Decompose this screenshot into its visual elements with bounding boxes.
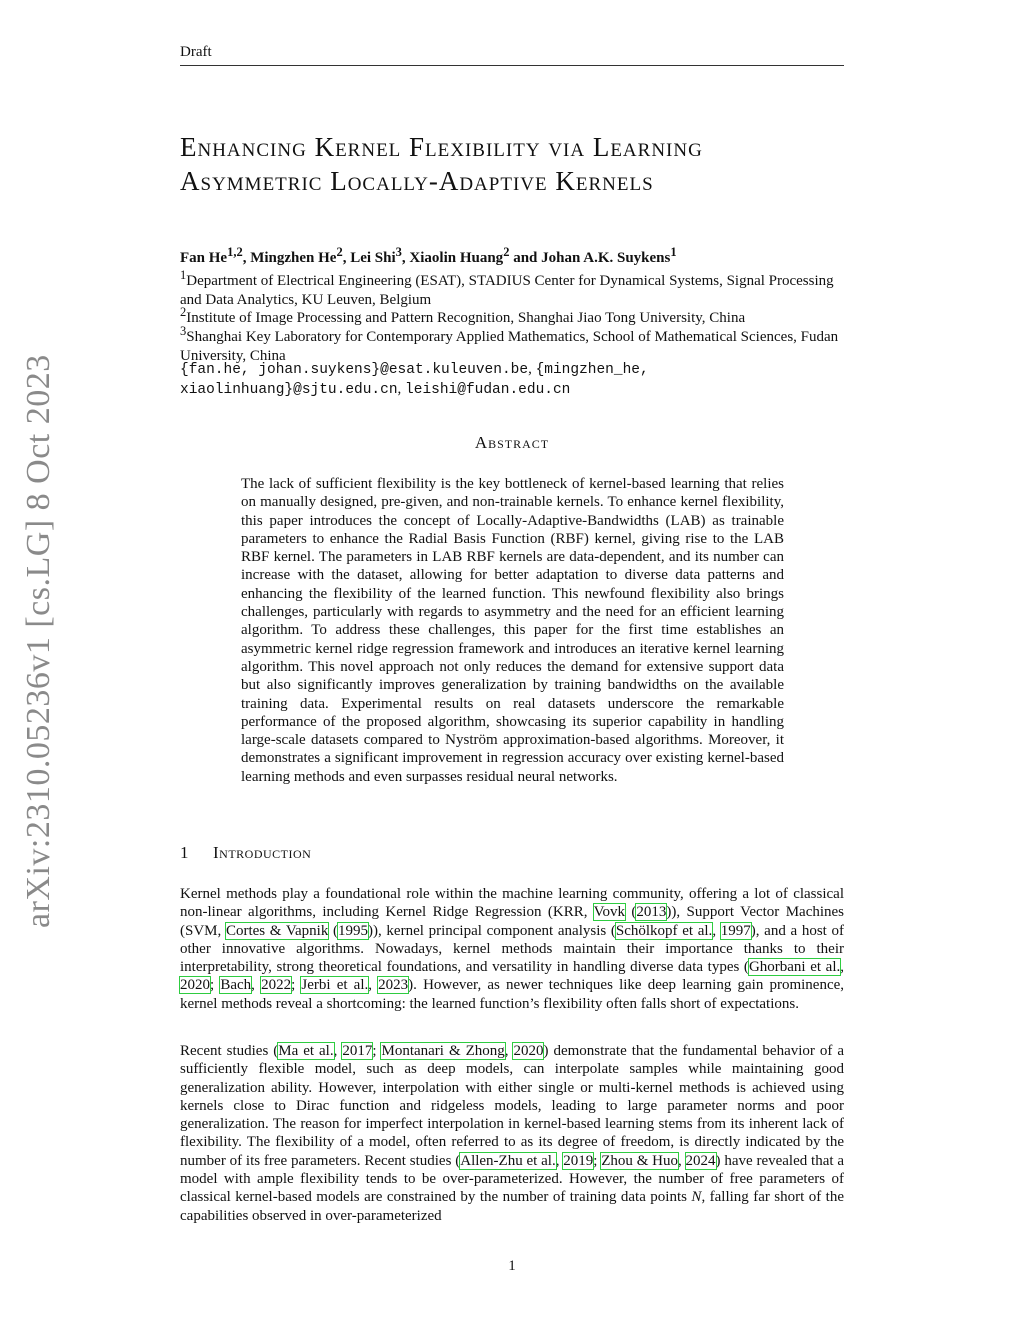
title-line-1: Enhancing Kernel Flexibility via Learning — [180, 132, 703, 162]
section-title: Introduction — [213, 843, 312, 862]
citation-link[interactable]: Cortes & Vapnik — [225, 922, 329, 939]
citation-link[interactable]: Ghorbani et al. — [748, 959, 841, 976]
citation-link[interactable]: 2013 — [636, 904, 667, 921]
author-name: Lei Shi — [350, 250, 396, 266]
author-affil-mark: 2 — [336, 245, 343, 259]
citation-link[interactable]: Schölkopf et al. — [615, 922, 713, 939]
email-group-1[interactable]: {fan.he, johan.suykens}@esat.kuleuven.be — [180, 362, 529, 378]
author-name: Fan He — [180, 250, 228, 266]
arxiv-identifier[interactable]: arXiv:2310.05236v1 [cs.LG] 8 Oct 2023 — [20, 354, 57, 928]
citation-link[interactable]: Bach — [220, 977, 252, 994]
author-list: Fan He$^{1,2}$, Mingzhen He$^2$, Lei Shi$^3$, Xiaolin Huang$^2$ and Johan A.K. Suykens$^1$ — [180, 245, 677, 266]
author-name: Johan A.K. Suykens — [541, 250, 671, 266]
author-affil-mark: 2 — [503, 245, 510, 259]
abstract-text: The lack of sufficient flexibility is the key bottleneck of kernel-based learning that relies on manually designed, pre-given, and non-trainable kernels. To enhance kernel flexibility, this paper introduces the concept of Locally-Adaptive-Bandwidths (LAB) as trainable parameters to enhance the Radial Basis Function (RBF) kernel, giving rise to the LAB RBF kernel. The parameters in LAB RBF kernels are data-dependent, and its number can increase with the dataset, allowing for better adaptation to diverse data patterns and enhancing the flexibility of the learned function. This newfound flexibility also brings challenges, particularly with regards to asymmetry and the need for an efficient learning algorithm. To address these challenges, this paper for the first time establishes an asymmetric kernel ridge regression framework and introduces an iterative kernel learning algorithm. This novel approach not only reduces the demand for extensive support data but also significantly improves generalization by training bandwidths on the available training data. Experimental results on real datasets underscore the remarkable performance of the proposed algorithm, showcasing its superior capability in handling large-scale datasets compared to Nyström approximation-based algorithms. Moreover, it demonstrates a significant improvement in regression accuracy over existing kernel-based learning methods and even surpasses residual neural networks. — [241, 476, 784, 785]
citation-link[interactable]: 1997 — [720, 922, 751, 939]
author-affil-mark: 1 — [670, 245, 677, 259]
affiliation-3: $^3$Shanghai Key Laboratory for Contemporary Applied Mathematics, School of Mathematical Sciences, Fudan University, China — [180, 324, 839, 364]
page-number: 1 — [508, 1258, 516, 1274]
affiliation-1: $^1$Department of Electrical Engineering (ESAT), STADIUS Center for Dynamical Systems, Signal Processing and Data Analytics, KU Leuven, Belgium — [180, 268, 834, 308]
citation-link[interactable]: 2020 — [180, 977, 210, 994]
citation-link[interactable]: 2020 — [513, 1043, 544, 1059]
citation-link[interactable]: 2022 — [261, 977, 292, 994]
citation-link[interactable]: 2023 — [378, 977, 409, 994]
citation-link[interactable]: 1995 — [338, 922, 369, 939]
author-name: Xiaolin Huang — [409, 250, 504, 266]
running-header: Draft — [180, 44, 212, 60]
citation-link[interactable]: 2017 — [342, 1043, 373, 1059]
title-line-2: Asymmetric Locally-Adaptive Kernels — [180, 166, 654, 196]
email-leishi[interactable]: leishi@fudan.edu.cn — [405, 382, 571, 398]
abstract-heading: Abstract — [474, 433, 550, 452]
citation-link[interactable]: Zhou & Huo — [601, 1152, 678, 1169]
citation-link[interactable]: 2019 — [563, 1152, 594, 1169]
author-emails: {fan.he, johan.suykens}@esat.kuleuven.be, {mingzhen_he, xiaolinhuang}@sjtu.edu.cn, leishi@fudan.edu.cn — [180, 361, 649, 398]
citation-link[interactable]: Montanari & Zhong — [381, 1043, 505, 1059]
email-group-2-cont[interactable]: xiaolinhuang}@sjtu.edu.cn — [180, 382, 398, 398]
author-affil-mark: 1,2 — [227, 245, 243, 259]
header-rule — [180, 65, 844, 66]
email-group-2[interactable]: {mingzhen_he, — [535, 362, 649, 378]
citation-link[interactable]: Allen-Zhu et al. — [460, 1152, 556, 1169]
author-name: Mingzhen He — [250, 250, 337, 266]
math-variable-n: N — [691, 1189, 702, 1206]
citation-link[interactable]: Jerbi et al. — [301, 977, 369, 994]
affiliation-2: $^2$Institute of Image Processing and Pattern Recognition, Shanghai Jiao Tong University, China — [180, 305, 746, 326]
citation-link[interactable]: Vovk — [593, 904, 625, 921]
section-number: 1 — [180, 843, 189, 862]
intro-paragraph-1: Kernel methods play a foundational role within the machine learning community, offering a lot of classical non-linear algorithms, including Kernel Ridge Regression (KRR, Vovk (2013)), Support Vector Machines (SVM, Cortes & Vapnik (1995)), kernel principal component analysis (Schölkopf et al., 1997), and a host of other innovative algorithms. Nowadays, kernel methods maintain their importance thanks to their interpretability, strong theoretical foundations, and versatility in handling diverse data types (Ghorbani et al., 2020; Bach, 2022; Jerbi et al., 2023). However, as newer techniques like deep learning gain prominence, kernel methods reveal a shortcoming: the learned function’s flexibility often falls short of expectations. — [180, 886, 845, 1012]
citation-link[interactable]: 2024 — [685, 1152, 716, 1169]
citation-link[interactable]: Ma et al. — [278, 1043, 334, 1059]
paper-title — [180, 130, 860, 198]
intro-paragraph-2: Recent studies (Ma et al., 2017; Montanari & Zhong, 2020) demonstrate that the fundamental behavior of a sufficiently flexible model, such as deep models, can interpolate samples while maintaining good generalization ability. However, interpolation with either single or multi-kernel methods is achieved using kernels close to Dirac function and ridgeless models, leading to large parameter norms and poor generalization. The reason for imperfect interpolation in kernel-based learning stems from its inherent lack of flexibility. The flexibility of a model, often referred to as its degree of freedom, is directly indicated by the number of its free parameters. Recent studies (Allen-Zhu et al., 2019; Zhou & Huo, 2024) have revealed that a model with ample flexibility tends to be over-parameterized. However, the number of free parameters of classical kernel-based models are constrained by the number of training data points N, falling far short of the capabilities observed in over-parameterized — [180, 1043, 845, 1224]
section-heading-introduction — [180, 843, 311, 863]
author-affil-mark: 3 — [395, 245, 402, 259]
